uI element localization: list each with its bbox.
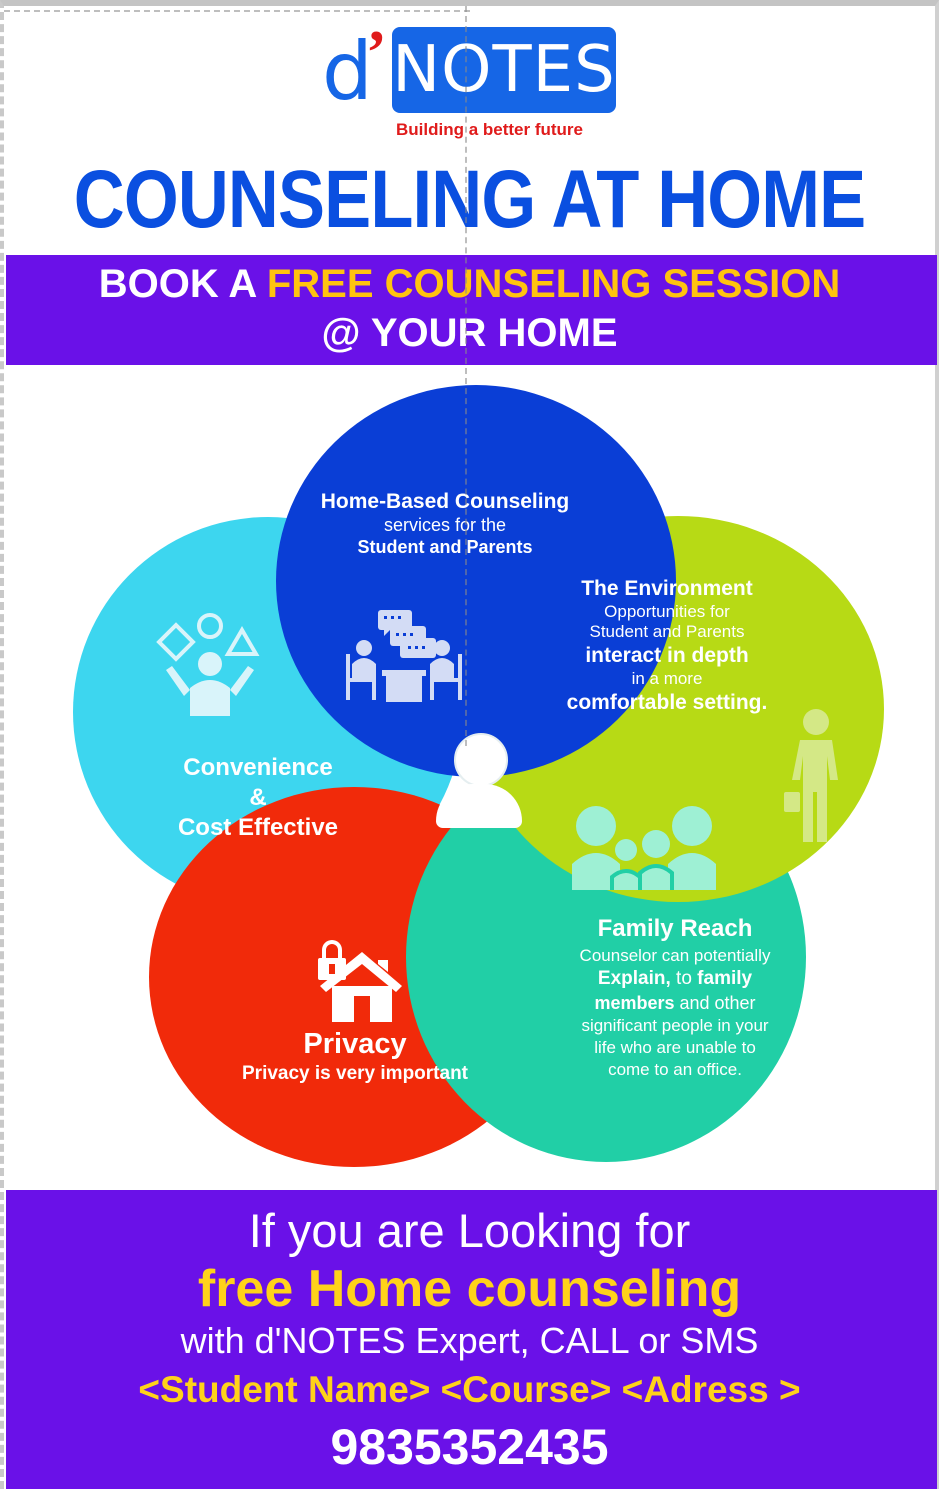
family-icon	[570, 804, 726, 890]
banner-line-1	[0, 262, 939, 307]
family-reach-title: Family Reach	[597, 915, 753, 942]
choices-person-icon	[156, 612, 266, 718]
banner-highlight: FREE COUNSELING SESSION	[266, 262, 841, 306]
cta-line-4: <Student Name> <Course> <Adress >	[138, 1369, 801, 1410]
home-based-line2: services for the	[383, 515, 507, 535]
meeting-icon	[344, 608, 464, 708]
page-headline: COUNSELING AT HOME	[73, 154, 866, 245]
businessman-icon	[782, 706, 846, 846]
privacy-text	[200, 1026, 510, 1086]
guide-line-horizontal	[4, 10, 470, 12]
center-person-head	[454, 733, 508, 787]
family-reach-line2	[545, 967, 805, 991]
convenience-line2: &	[249, 784, 267, 811]
family-reach-text	[545, 914, 805, 1081]
family-reach-family: family	[697, 968, 753, 989]
environment-text	[522, 576, 812, 716]
banner-prefix: BOOK A	[98, 262, 256, 306]
family-reach-explain: Explain,	[597, 968, 671, 989]
convenience-line1: Convenience	[183, 754, 333, 781]
family-reach-to: to	[670, 968, 698, 989]
home-based-line3: Student and Parents	[357, 537, 533, 557]
family-reach-line1: Counselor can potentially	[579, 946, 771, 965]
convenience-line3: Cost Effective	[177, 814, 339, 841]
environment-line4: interact in depth	[585, 644, 749, 667]
home-based-text	[290, 489, 600, 558]
family-reach-line4: significant people in your	[581, 1016, 769, 1035]
cta-line-1: If you are Looking for	[248, 1204, 691, 1257]
environment-line2: Opportunities for	[604, 602, 730, 621]
environment-line3: Student and Parents	[589, 622, 745, 641]
family-reach-line5: life who are unable to	[594, 1038, 756, 1057]
family-reach-members: members	[594, 993, 675, 1013]
privacy-title: Privacy	[303, 1028, 407, 1060]
logo-notes-box: NOTES	[392, 27, 616, 113]
family-reach-line6: come to an office.	[608, 1060, 742, 1079]
environment-line6: comfortable setting.	[566, 691, 768, 714]
cta-phone[interactable]: 9835352435	[330, 1419, 609, 1475]
environment-line5: in a more	[631, 669, 703, 688]
logo-d: d	[322, 25, 373, 118]
convenience-text	[140, 753, 376, 843]
logo-apostrophe: ’	[366, 19, 387, 87]
family-reach-line3	[545, 991, 805, 1015]
environment-title: The Environment	[581, 577, 753, 600]
logo-tagline: Building a better future	[396, 120, 583, 139]
banner-line-2: @ YOUR HOME	[321, 311, 618, 355]
cta-line-2: free Home counseling	[197, 1260, 742, 1318]
cta-line-3: with d'NOTES Expert, CALL or SMS	[180, 1320, 759, 1361]
family-reach-and-other: and other	[674, 993, 756, 1013]
house-lock-icon	[312, 932, 404, 1024]
privacy-subtitle: Privacy is very important	[242, 1063, 468, 1084]
home-based-title: Home-Based Counseling	[320, 490, 570, 513]
